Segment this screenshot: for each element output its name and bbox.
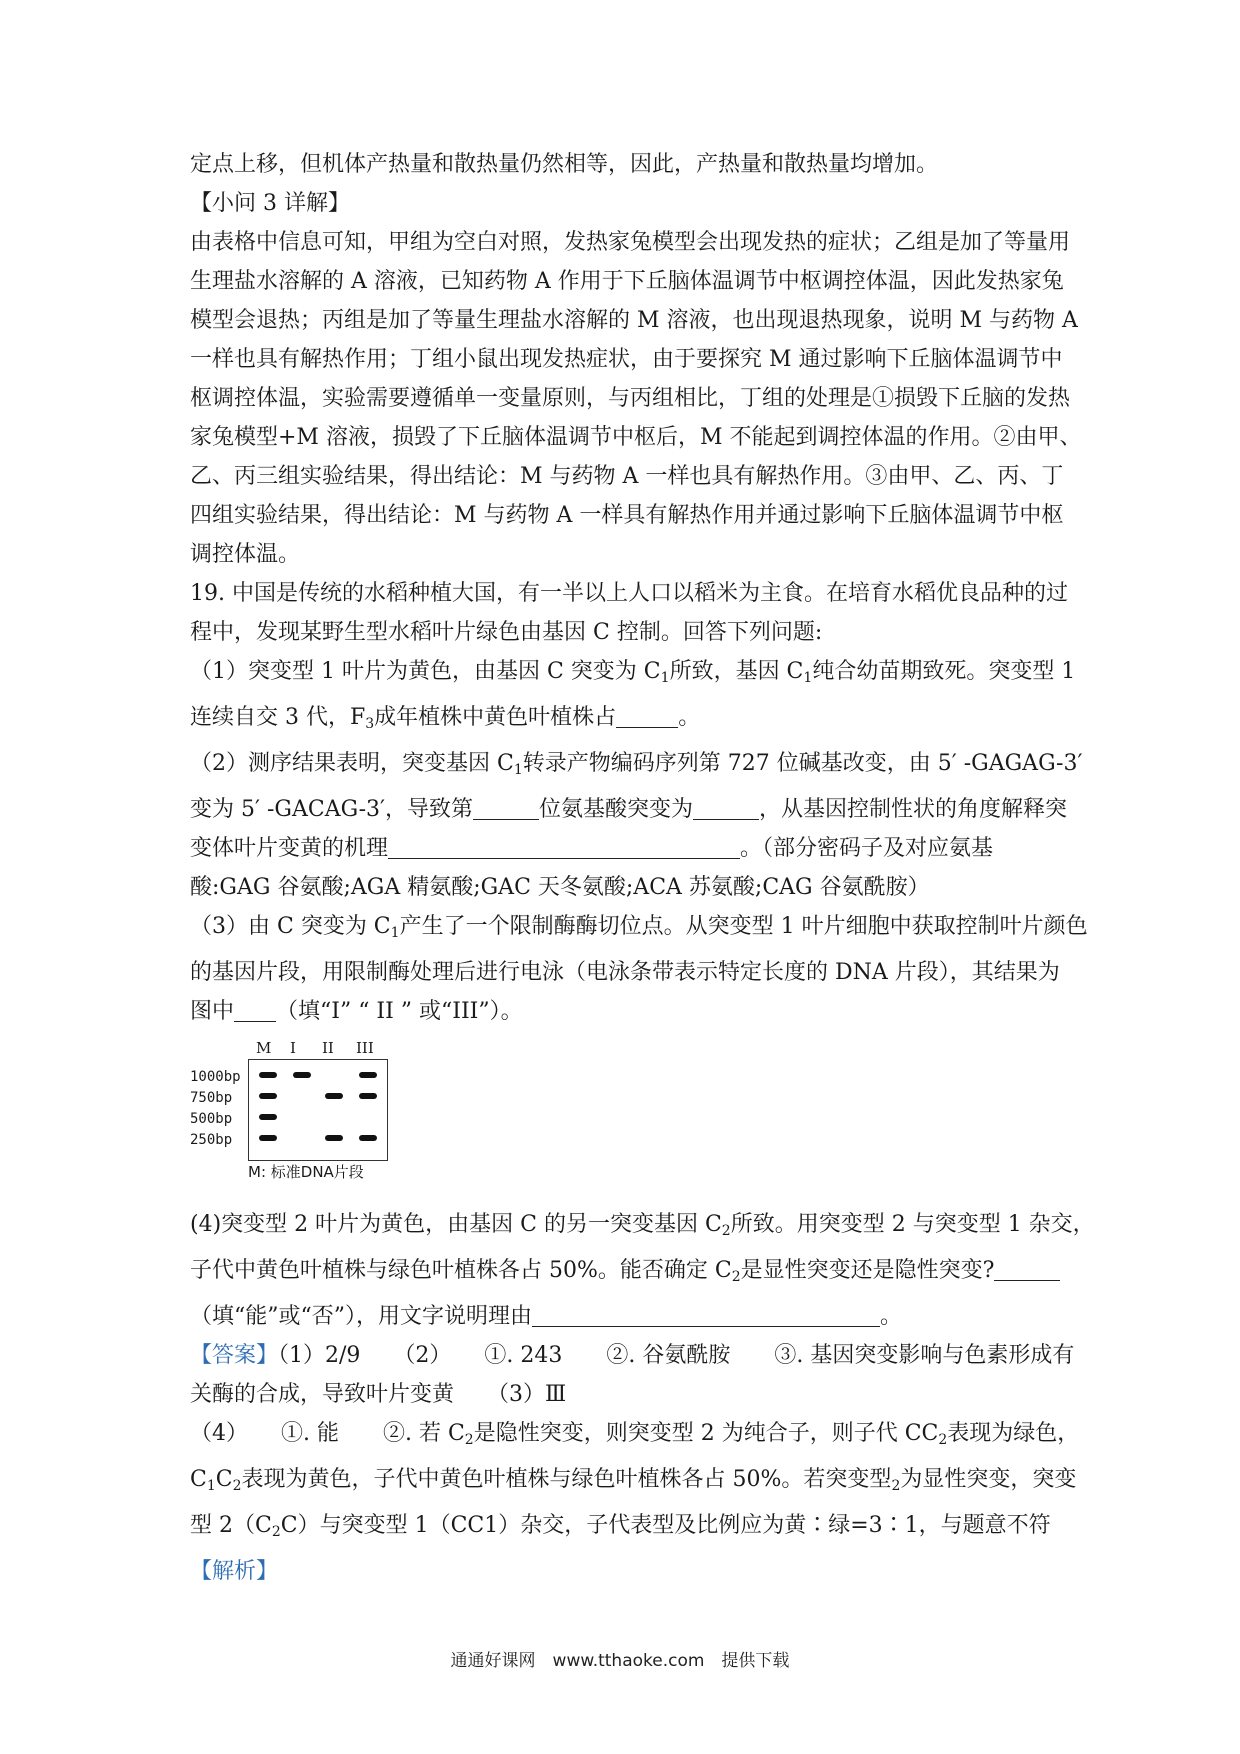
lane-label-m: M (256, 1039, 272, 1057)
text-line: 调控体温。 (190, 542, 301, 567)
question-part-3 (190, 907, 1088, 953)
gel-band-m-250 (259, 1135, 277, 1141)
text-span: 变体叶片变黄的机理 (190, 836, 389, 861)
text-span: 产生了一个限制酶酶切位点。从突变型 1 叶片细胞中获取控制叶片颜色 (399, 914, 1088, 939)
lane-label-iii: III (356, 1039, 374, 1057)
gel-band-m-750 (259, 1093, 277, 1099)
text-span: （填“能”或“否”），用文字说明理由 (190, 1304, 532, 1329)
question-part-1 (190, 652, 1076, 698)
text-line: 模型会退热；丙组是加了等量生理盐水溶解的 M 溶液，也出现退热现象，说明 M 与药物 A (190, 308, 1078, 333)
text-line: 四组实验结果，得出结论：M 与药物 A 一样具有解热作用并通过影响下丘脑体温调节中枢 (190, 503, 1064, 528)
analysis-heading (190, 1552, 1060, 1591)
gel-band-iii-250 (359, 1135, 377, 1141)
text-span: C (190, 1467, 207, 1492)
text-span: 是显性突变还是隐性突变? (740, 1258, 995, 1283)
answer-blank[interactable] (234, 997, 276, 1022)
subscript: 2 (464, 1432, 474, 1448)
subscript: 1 (206, 1478, 216, 1494)
page-footer: 通通好课网 www.tthaoke.com 提供下载 (450, 1651, 790, 1671)
text-line (190, 1251, 1060, 1297)
text-line (190, 829, 1060, 868)
subscript: 1 (660, 670, 670, 686)
section-heading: 【小问 3 详解】 (190, 191, 350, 216)
text-line: 生理盐水溶解的 A 溶液，已知药物 A 作用于下丘脑体温调节中枢调控体温，因此发热家兔 (190, 269, 1064, 294)
text-span: （填“I” “ II ” 或“III”）。 (276, 999, 523, 1024)
text-span: 所致。用突变型 2 与突变型 1 杂交， (730, 1212, 1095, 1237)
subscript: 2 (271, 1524, 281, 1540)
text-line: 程中，发现某野生型水稻叶片绿色由基因 C 控制。回答下列问题: (190, 620, 823, 645)
text-span: 成年植株中黄色叶植株占 (374, 705, 617, 730)
answer-blank[interactable] (994, 1256, 1060, 1281)
text-span: 。 (880, 1304, 903, 1329)
text-span: （1）突变型 1 叶片为黄色，由基因 C 突变为 C (190, 659, 661, 684)
subscript: 2 (721, 1223, 731, 1239)
subscript: 2 (938, 1432, 948, 1448)
text-span: 位氨基酸突变为 (539, 797, 694, 822)
lane-label-ii: II (322, 1039, 334, 1057)
answer-line (190, 1336, 1075, 1375)
text-span: （2）测序结果表明，突变基因 C (190, 751, 514, 776)
text-line (190, 790, 1068, 829)
text-span: C）与突变型 1（CC1）杂交，子代表型及比例应为黄∶绿=3∶1，与题意不符 (280, 1513, 1051, 1538)
text-span: （3）由 C 突变为 C (190, 914, 391, 939)
subscript: 1 (803, 670, 813, 686)
text-span: (4)突变型 2 叶片为黄色，由基因 C 的另一突变基因 C (190, 1212, 722, 1237)
subscript: 2 (232, 1478, 242, 1494)
text-span: 图中 (190, 999, 235, 1024)
gel-band-iii-1000 (359, 1072, 377, 1078)
gel-band-m-1000 (259, 1072, 277, 1078)
analysis-tag: 【解析】 (190, 1559, 279, 1584)
text-span: 子代中黄色叶植株与绿色叶植株各占 50%。能否确定 C (190, 1258, 732, 1283)
subscript: 1 (513, 762, 523, 778)
gel-band-iii-750 (359, 1093, 377, 1099)
answer-blank[interactable] (473, 795, 539, 820)
text-span: 表现为绿色， (947, 1421, 1080, 1446)
subscript: 2 (891, 1478, 901, 1494)
lane-label-i: I (290, 1039, 296, 1057)
text-line (190, 698, 1060, 744)
subscript: 2 (731, 1269, 741, 1285)
document-body (190, 145, 1095, 1591)
text-span: 。（部分密码子及对应氨基 (740, 836, 994, 861)
size-label-1000: 1000bp (190, 1069, 241, 1085)
text-span: 为显性突变，突变 (900, 1467, 1077, 1492)
gel-band-m-500 (259, 1114, 277, 1120)
gel-band-ii-750 (325, 1093, 343, 1099)
question-part-4 (190, 1205, 1095, 1251)
text-line: 关酶的合成，导致叶片变黄 （3）Ⅲ (190, 1382, 567, 1407)
text-line: 一样也具有解热作用；丁组小鼠出现发热症状，由于要探究 M 通过影响下丘脑体温调节中 (190, 347, 1063, 372)
text-line: 由表格中信息可知，甲组为空白对照，发热家兔模型会出现发热的症状；乙组是加了等量用 (190, 230, 1071, 255)
text-span: C (215, 1467, 233, 1492)
text-span: 纯合幼苗期致死。突变型 1 (812, 659, 1076, 684)
gel-band-i-1000 (293, 1072, 311, 1078)
text-line: 的基因片段，用限制酶处理后进行电泳（电泳条带表示特定长度的 DNA 片段），其结果为 (190, 960, 1060, 985)
question-stem: 19. 中国是传统的水稻种植大国，有一半以上人口以稻米为主食。在培育水稻优良品种的过 (190, 581, 1068, 606)
subscript: 1 (390, 925, 400, 941)
text-line (190, 992, 1060, 1031)
text-line (190, 1506, 1060, 1552)
text-line (190, 1414, 1080, 1460)
question-part-2 (190, 744, 1083, 790)
text-span: 是隐性突变，则突变型 2 为纯合子，则子代 CC (473, 1421, 939, 1446)
text-line: 酸:GAG 谷氨酸;AGA 精氨酸;GAC 天冬氨酸;ACA 苏氨酸;CAG 谷氨酰胺） (190, 875, 930, 900)
size-label-250: 250bp (190, 1132, 233, 1148)
text-span: 变为 5′ -GACAG-3′，导致第 (190, 797, 474, 822)
text-line: 枢调控体温，实验需要遵循单一变量原则，与丙组相比，丁组的处理是①损毁下丘脑的发热 (190, 386, 1071, 411)
gel-band-ii-250 (325, 1135, 343, 1141)
figure-caption: M: 标准DNA片段 (248, 1163, 364, 1181)
electrophoresis-figure (190, 1039, 430, 1199)
text-span: 。 (678, 705, 701, 730)
size-label-750: 750bp (190, 1090, 233, 1106)
answer-blank[interactable] (693, 795, 759, 820)
text-span: ，从基因控制性状的角度解释突 (759, 797, 1068, 822)
text-span: （4） ①. 能 ②. 若 C (190, 1421, 465, 1446)
text-span: 所致，基因 C (669, 659, 804, 684)
size-label-500: 500bp (190, 1111, 233, 1127)
text-line: 定点上移，但机体产热量和散热量仍然相等，因此，产热量和散热量均增加。 (190, 152, 939, 177)
gel-box (248, 1059, 388, 1161)
text-span: 转录产物编码序列第 727 位碱基改变，由 5′ -GAGAG-3′ (522, 751, 1083, 776)
text-line: 家兔模型+M 溶液，损毁了下丘脑体温调节中枢后，M 不能起到调控体温的作用。②由甲、 (190, 425, 1082, 450)
answer-tag: 【答案】 (190, 1343, 279, 1368)
answer-blank[interactable] (388, 834, 740, 859)
text-span: 型 2（C (190, 1513, 272, 1538)
subscript: 3 (365, 716, 375, 732)
answer-blank[interactable] (532, 1302, 880, 1327)
text-span: 连续自交 3 代，F (190, 705, 366, 730)
text-span: 表现为黄色，子代中黄色叶植株与绿色叶植株各占 50%。若突变型 (241, 1467, 892, 1492)
text-span: （1）2/9 （2） ①. 243 ②. 谷氨酰胺 ③. 基因突变影响与色素形成有 (278, 1343, 1075, 1368)
text-line (190, 1297, 1060, 1336)
text-line (190, 1460, 1077, 1506)
answer-blank[interactable] (616, 703, 678, 728)
text-line: 乙、丙三组实验结果，得出结论：M 与药物 A 一样也具有解热作用。③由甲、乙、丙、丁 (190, 464, 1064, 489)
